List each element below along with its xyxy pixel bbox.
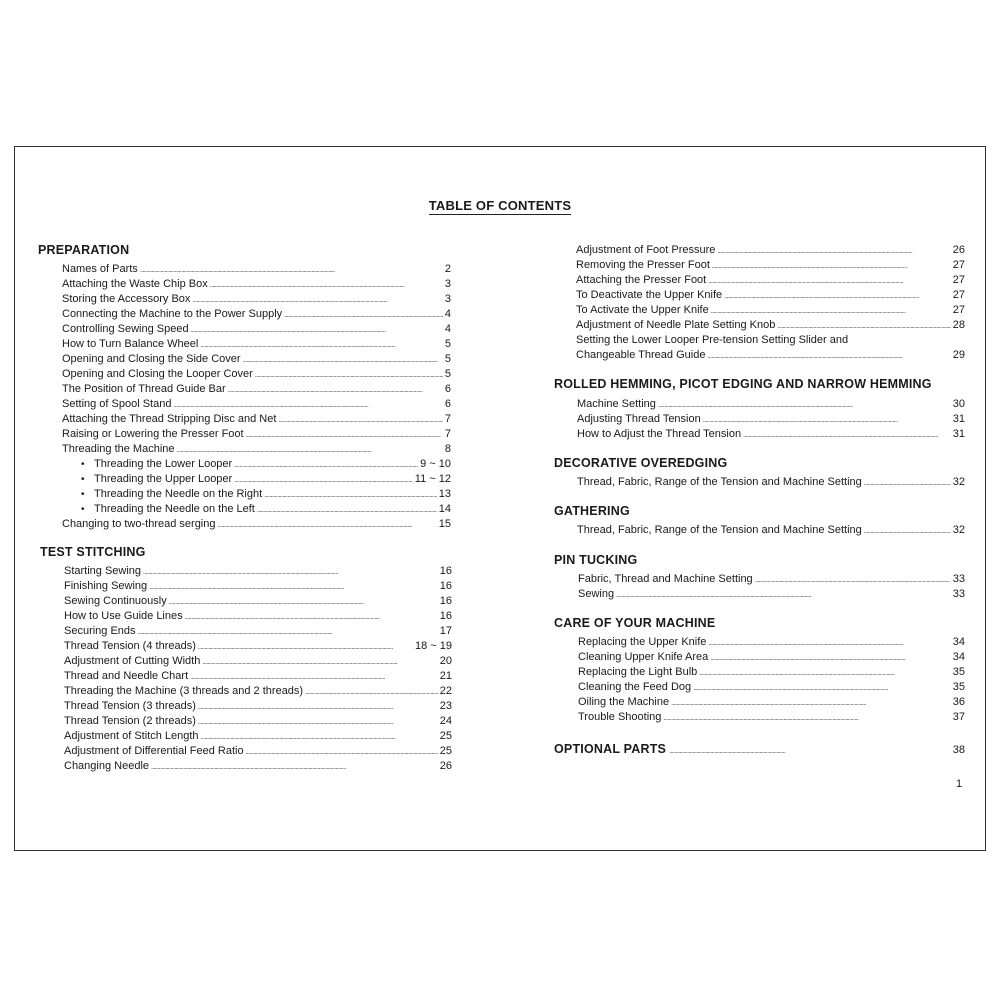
toc-entry[interactable] — [64, 744, 452, 759]
toc-entry-page: 36 — [952, 696, 965, 708]
leader-dots — [255, 367, 443, 383]
section-gathering: GATHERING — [554, 504, 630, 518]
toc-entry[interactable] — [62, 337, 451, 352]
toc-entry-page: 31 — [952, 413, 965, 425]
toc-entry-page: 18 ~ 19 — [414, 640, 452, 652]
leader-dots — [190, 669, 438, 685]
toc-entry-text: Opening and Closing the Looper Cover — [62, 368, 253, 380]
toc-entry-page: 3 — [444, 278, 451, 290]
toc-entry-text: Threading the Needle on the Right — [94, 488, 263, 500]
toc-entry-page: 28 — [952, 319, 965, 331]
toc-entry-page: 37 — [952, 711, 965, 723]
toc-entry-text: Setting the Lower Looper Pre-tension Setting Slider and — [576, 334, 849, 346]
toc-entry[interactable] — [64, 609, 452, 624]
leader-dots — [284, 307, 443, 323]
section-care: CARE OF YOUR MACHINE — [554, 616, 716, 630]
toc-entry[interactable] — [64, 639, 452, 654]
toc-entry-text: Attaching the Thread Stripping Disc and Net — [62, 413, 277, 425]
toc-entry-page: 8 — [444, 443, 451, 455]
toc-entry-text: Replacing the Upper Knife — [578, 636, 707, 648]
toc-entry-page: 22 — [439, 685, 452, 697]
toc-entry-text: Setting of Spool Stand — [62, 398, 172, 410]
toc-entry[interactable] — [576, 273, 965, 288]
toc-entry-text: Oiling the Machine — [578, 696, 670, 708]
toc-entry-text: Cleaning Upper Knife Area — [578, 651, 709, 663]
toc-entry-text: Threading the Lower Looper — [94, 458, 233, 470]
leader-dots — [743, 427, 951, 443]
toc-entry[interactable] — [576, 348, 965, 363]
toc-entry[interactable] — [576, 318, 965, 333]
toc-entry-text: Threading the Machine — [62, 443, 175, 455]
toc-entry[interactable] — [64, 714, 452, 729]
leader-dots — [243, 352, 443, 368]
toc-entry-page: 25 — [439, 730, 452, 742]
toc-entry-text: Cleaning the Feed Dog — [578, 681, 692, 693]
toc-entry-text: The Position of Thread Guide Bar — [62, 383, 226, 395]
toc-entry[interactable] — [62, 517, 451, 532]
toc-entry-text: Securing Ends — [64, 625, 136, 637]
leader-dots — [140, 262, 443, 278]
toc-entry-page: 16 — [439, 580, 452, 592]
leader-dots — [200, 337, 443, 353]
toc-entry[interactable] — [62, 427, 451, 442]
toc-entry-text: Connecting the Machine to the Power Supply — [62, 308, 283, 320]
toc-entry[interactable] — [64, 669, 452, 684]
toc-entry-text: Thread, Fabric, Range of the Tension and Machine Setting — [577, 524, 862, 536]
toc-entry[interactable] — [62, 412, 451, 427]
leader-dots — [669, 740, 950, 758]
toc-entry-page: 34 — [952, 651, 965, 663]
leader-dots — [264, 487, 437, 503]
toc-entry-page: 35 — [952, 666, 965, 678]
leader-dots — [703, 412, 951, 428]
toc-entry-page: 33 — [952, 573, 965, 585]
toc-entry-text: Changeable Thread Guide — [576, 349, 706, 361]
leader-dots — [177, 442, 443, 458]
leader-dots — [278, 412, 442, 428]
toc-entry[interactable] — [62, 442, 451, 457]
toc-entry[interactable] — [64, 699, 452, 714]
toc-entry-text: Trouble Shooting — [578, 711, 662, 723]
toc-entry-text: Controlling Sewing Speed — [62, 323, 189, 335]
toc-entry-page: 6 — [444, 398, 451, 410]
leader-dots — [191, 322, 443, 338]
leader-dots — [198, 699, 438, 715]
toc-entry-page: 27 — [952, 304, 965, 316]
toc-entry-page: 13 — [438, 488, 451, 500]
toc-entry-page: 30 — [952, 398, 965, 410]
leader-dots — [210, 277, 443, 293]
page-title — [0, 197, 1000, 215]
section-rolled-hemming: ROLLED HEMMING, PICOT EDGING AND NARROW HEMMING — [554, 377, 932, 391]
toc-entry-text: Attaching the Presser Foot — [576, 274, 707, 286]
leader-dots — [173, 397, 442, 413]
toc-entry-text: Attaching the Waste Chip Box — [62, 278, 208, 290]
toc-entry-page: 9 ~ 10 — [420, 458, 451, 470]
leader-dots — [693, 680, 951, 696]
toc-entry[interactable] — [62, 367, 451, 382]
toc-entry-page: 5 — [444, 368, 451, 380]
toc-entry-text: Threading the Needle on the Left — [94, 503, 255, 515]
toc-entry[interactable] — [64, 759, 452, 774]
toc-entry-page: 27 — [952, 274, 965, 286]
toc-entry[interactable] — [64, 579, 452, 594]
toc-entry-page: 35 — [952, 681, 965, 693]
toc-entry-text: To Activate the Upper Knife — [576, 304, 709, 316]
toc-entry-text: Adjustment of Needle Plate Setting Knob — [576, 319, 776, 331]
leader-dots — [658, 397, 951, 413]
toc-entry-text: How to Use Guide Lines — [64, 610, 183, 622]
toc-entry[interactable] — [94, 502, 451, 517]
section-test-stitching: TEST STITCHING — [40, 545, 146, 559]
toc-entry-text: Changing Needle — [64, 760, 150, 772]
toc-entry-text: Threading the Upper Looper — [94, 473, 233, 485]
leader-dots — [663, 710, 950, 726]
toc-entry-text: Thread Tension (4 threads) — [64, 640, 196, 652]
leader-dots — [169, 594, 438, 610]
section-pin-tucking: PIN TUCKING — [554, 553, 638, 567]
leader-dots — [710, 650, 951, 666]
bullet-icon: • — [81, 489, 85, 500]
leader-dots — [712, 258, 951, 274]
toc-entry-text: Changing to two-thread serging — [62, 518, 216, 530]
page-number: 1 — [956, 778, 963, 790]
toc-entry-page: 31 — [952, 428, 965, 440]
toc-entry-page: 5 — [444, 353, 451, 365]
leader-dots — [257, 502, 437, 518]
section-optional-parts[interactable] — [554, 740, 965, 755]
toc-entry-page: 14 — [438, 503, 451, 515]
toc-entry-text: Thread and Needle Chart — [64, 670, 189, 682]
toc-entry[interactable] — [577, 427, 965, 442]
section-decorative-overedging: DECORATIVE OVEREDGING — [554, 456, 728, 470]
toc-entry-text: Opening and Closing the Side Cover — [62, 353, 241, 365]
leader-dots — [616, 587, 951, 603]
section-preparation: PREPARATION — [38, 243, 130, 257]
toc-entry-page: 25 — [439, 745, 452, 757]
toc-entry-page: 2 — [444, 263, 451, 275]
bullet-icon: • — [81, 459, 85, 470]
toc-entry-page: 7 — [444, 428, 451, 440]
toc-entry-page: 21 — [439, 670, 452, 682]
toc-entry-page: 32 — [952, 524, 965, 536]
toc-entry[interactable] — [578, 710, 965, 725]
toc-entry-text: To Deactivate the Upper Knife — [576, 289, 723, 301]
leader-dots — [151, 759, 438, 775]
toc-entry[interactable] — [578, 587, 965, 602]
toc-entry-text: Starting Sewing — [64, 565, 142, 577]
toc-entry[interactable] — [62, 352, 451, 367]
toc-entry[interactable] — [577, 475, 965, 490]
leader-dots — [234, 457, 418, 473]
leader-dots — [864, 475, 951, 491]
toc-entry-page: 27 — [952, 259, 965, 271]
toc-entry[interactable] — [576, 258, 965, 273]
toc-entry[interactable] — [62, 262, 451, 277]
leader-dots — [699, 665, 951, 681]
toc-entry-page: 16 — [439, 565, 452, 577]
toc-entry-text: Thread Tension (2 threads) — [64, 715, 196, 727]
toc-entry-text: Fabric, Thread and Machine Setting — [578, 573, 753, 585]
toc-entry-text: How to Turn Balance Wheel — [62, 338, 199, 350]
toc-entry-page: 24 — [439, 715, 452, 727]
leader-dots — [671, 695, 951, 711]
leader-dots — [201, 729, 438, 745]
toc-entry[interactable] — [62, 292, 451, 307]
toc-entry-page: 6 — [444, 383, 451, 395]
toc-entry-page: 20 — [439, 655, 452, 667]
leader-dots — [755, 572, 951, 588]
toc-entry[interactable] — [64, 684, 452, 699]
toc-entry-text: Sewing — [578, 588, 615, 600]
leader-dots — [246, 744, 438, 760]
toc-entry-page: 16 — [439, 610, 452, 622]
toc-entry-text: Finishing Sewing — [64, 580, 148, 592]
toc-entry-text: Thread, Fabric, Range of the Tension and Machine Setting — [577, 476, 862, 488]
toc-entry[interactable] — [94, 487, 451, 502]
leader-dots — [711, 303, 951, 319]
leader-dots — [198, 639, 413, 655]
section-optional-parts-title: OPTIONAL PARTS — [554, 742, 667, 756]
bullet-icon: • — [81, 504, 85, 515]
toc-entry-text: Storing the Accessory Box — [62, 293, 191, 305]
leader-dots — [707, 348, 950, 364]
page-title-text: TABLE OF CONTENTS — [428, 198, 572, 213]
toc-entry[interactable] — [94, 472, 451, 487]
toc-entry[interactable] — [64, 729, 452, 744]
toc-entry[interactable] — [94, 457, 451, 472]
leader-dots — [198, 714, 438, 730]
toc-entry[interactable] — [62, 322, 451, 337]
toc-entry[interactable] — [64, 594, 452, 609]
toc-entry-page: 11 ~ 12 — [414, 473, 451, 485]
toc-entry[interactable] — [62, 382, 451, 397]
toc-entry-page: 5 — [444, 338, 451, 350]
leader-dots — [192, 292, 442, 308]
toc-entry[interactable] — [576, 288, 965, 303]
leader-dots — [143, 564, 438, 580]
leader-dots — [202, 654, 437, 670]
leader-dots — [708, 635, 950, 651]
leader-dots — [777, 318, 950, 334]
toc-entry-text: Raising or Lowering the Presser Foot — [62, 428, 244, 440]
toc-entry[interactable] — [578, 665, 965, 680]
toc-entry-text: Adjustment of Cutting Width — [64, 655, 201, 667]
toc-entry-text: Removing the Presser Foot — [576, 259, 710, 271]
leader-dots — [228, 382, 443, 398]
leader-dots — [138, 624, 438, 640]
toc-entry[interactable] — [577, 523, 965, 538]
toc-entry[interactable] — [62, 277, 451, 292]
leader-dots — [724, 288, 951, 304]
toc-entry-text: Adjustment of Differential Feed Ratio — [64, 745, 244, 757]
toc-entry[interactable] — [62, 397, 451, 412]
toc-entry-page: 15 — [438, 518, 451, 530]
toc-entry-text: How to Adjust the Thread Tension — [577, 428, 742, 440]
toc-entry-page: 23 — [439, 700, 452, 712]
toc-entry-page: 27 — [952, 289, 965, 301]
toc-entry-page: 17 — [439, 625, 452, 637]
leader-dots — [217, 517, 436, 533]
leader-dots — [864, 523, 951, 539]
leader-dots — [149, 579, 438, 595]
toc-entry-page: 4 — [444, 323, 451, 335]
toc-entry[interactable] — [578, 695, 965, 710]
toc-entry-page: 34 — [952, 636, 965, 648]
toc-entry[interactable] — [64, 654, 452, 669]
toc-entry[interactable] — [578, 650, 965, 665]
toc-entry[interactable] — [64, 624, 452, 639]
section-optional-parts-page: 38 — [952, 744, 965, 756]
toc-entry-page: 26 — [952, 244, 965, 256]
toc-entry-text: Machine Setting — [577, 398, 656, 410]
bullet-icon: • — [81, 474, 85, 485]
toc-entry-page: 4 — [444, 308, 451, 320]
leader-dots — [234, 472, 413, 488]
toc-entry-page: 32 — [952, 476, 965, 488]
leader-dots — [708, 273, 951, 289]
leader-dots — [305, 684, 438, 700]
toc-entry[interactable] — [576, 243, 965, 258]
toc-entry-text: Threading the Machine (3 threads and 2 threads) — [64, 685, 304, 697]
leader-dots — [185, 609, 438, 625]
toc-entry[interactable] — [62, 307, 451, 322]
toc-entry-page: 29 — [952, 349, 965, 361]
toc-entry-text: Adjustment of Foot Pressure — [576, 244, 716, 256]
leader-dots — [246, 427, 443, 443]
toc-entry[interactable] — [578, 680, 965, 695]
toc-entry-text: Sewing Continuously — [64, 595, 167, 607]
toc-entry[interactable] — [64, 564, 452, 579]
leader-dots — [717, 243, 950, 259]
toc-entry[interactable] — [576, 303, 965, 318]
toc-entry-text: Adjustment of Stitch Length — [64, 730, 199, 742]
toc-entry-page: 7 — [444, 413, 451, 425]
toc-entry-text: Replacing the Light Bulb — [578, 666, 698, 678]
toc-entry-page: 26 — [439, 760, 452, 772]
toc-entry-page: 3 — [444, 293, 451, 305]
toc-entry-text: Adjusting Thread Tension — [577, 413, 701, 425]
toc-entry-page: 16 — [439, 595, 452, 607]
toc-entry[interactable] — [577, 397, 965, 412]
toc-entry[interactable] — [577, 412, 965, 427]
toc-entry-text: Names of Parts — [62, 263, 138, 275]
toc-entry-page: 33 — [952, 588, 965, 600]
toc-entry[interactable] — [578, 635, 965, 650]
toc-entry-text: Thread Tension (3 threads) — [64, 700, 196, 712]
toc-entry[interactable] — [578, 572, 965, 587]
